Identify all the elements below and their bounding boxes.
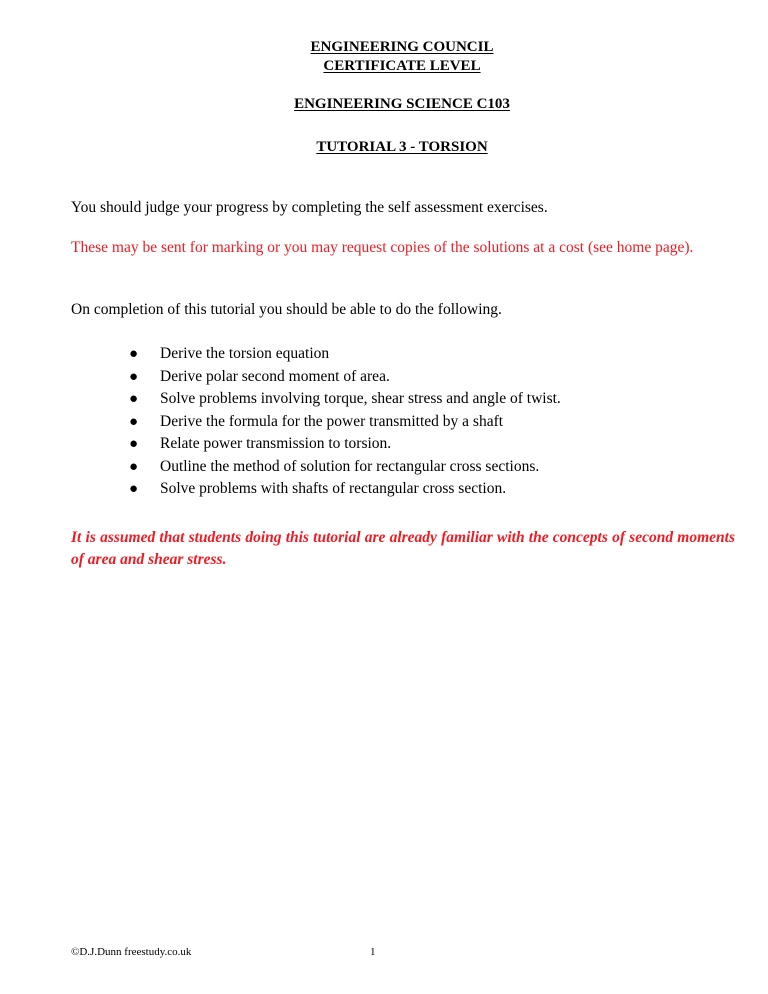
objective-item (120, 411, 561, 434)
objective-text: Derive polar second moment of area. (160, 367, 390, 385)
objective-text: Relate power transmission to torsion. (160, 435, 392, 452)
bullet-icon: ● (129, 413, 139, 430)
objective-text: Derive the formula for the power transmitted by a shaft (160, 412, 504, 430)
bullet-icon: ● (129, 481, 139, 497)
objective-item (120, 388, 561, 411)
assumption-paragraph: It is assumed that students doing this tutorial are already familiar with the concepts of second moments of area and shear stress. (71, 529, 735, 568)
header-line-certificate-level: CERTIFICATE LEVEL (323, 58, 481, 74)
bullet-icon: ● (129, 436, 139, 452)
completion-paragraph: On completion of this tutorial you should be able to do the following. (71, 301, 502, 318)
objective-text: Solve problems involving torque, shear stress and angle of twist. (160, 390, 561, 407)
objective-text: Outline the method of solution for rectangular cross sections. (160, 457, 540, 475)
bullet-icon: ● (129, 391, 139, 407)
bullet-icon: ● (129, 458, 139, 475)
page-number: 1 (370, 946, 376, 958)
objective-item (120, 433, 561, 456)
objectives-list (120, 343, 561, 501)
objective-item (120, 478, 561, 501)
objective-item (120, 343, 561, 366)
bullet-icon: ● (129, 368, 139, 385)
tutorial-title: TUTORIAL 3 - TORSION (316, 139, 488, 155)
objective-item (120, 456, 561, 479)
objective-text: Solve problems with shafts of rectangular cross section. (160, 480, 507, 497)
objective-item (120, 366, 561, 389)
marking-paragraph: These may be sent for marking or you may request copies of the solutions at a cost (see home page). (71, 239, 694, 256)
header-line-engineering-council: ENGINEERING COUNCIL (310, 39, 494, 55)
objective-text: Derive the torsion equation (160, 345, 330, 362)
course-title: ENGINEERING SCIENCE C103 (294, 96, 510, 112)
progress-paragraph: You should judge your progress by completing the self assessment exercises. (71, 199, 548, 216)
bullet-icon: ● (129, 346, 139, 362)
footer-copyright: ©D.J.Dunn freestudy.co.uk (71, 946, 192, 958)
